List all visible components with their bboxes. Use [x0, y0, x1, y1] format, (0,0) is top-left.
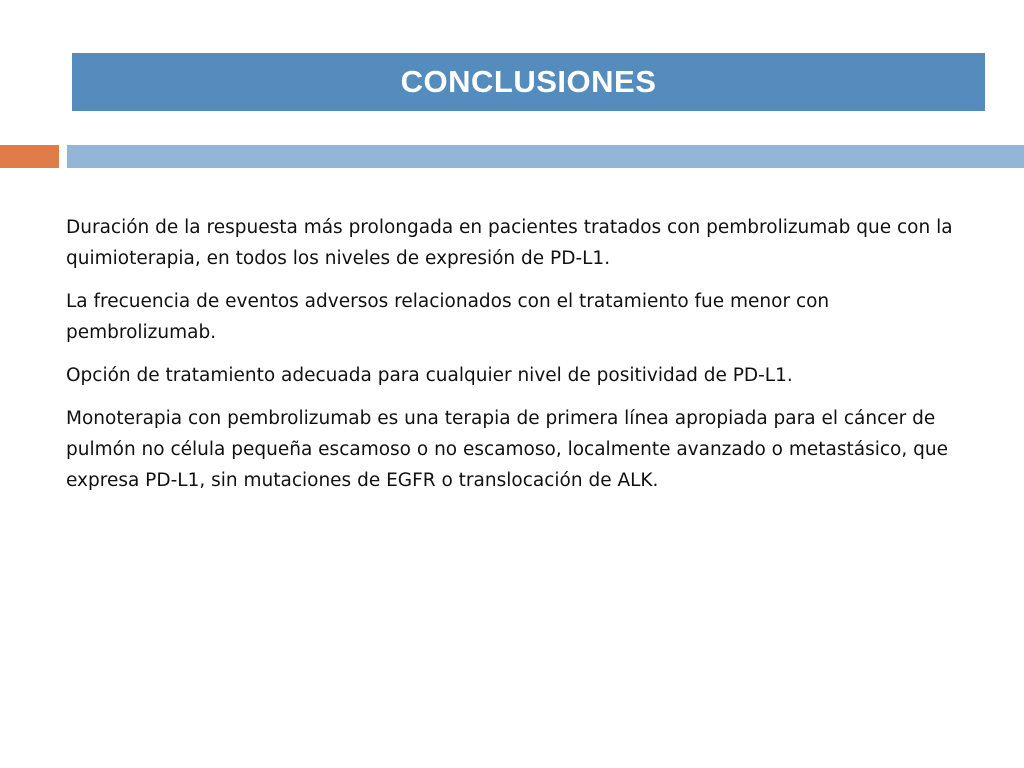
title-banner [72, 53, 985, 111]
paragraph-monotherapy: Monoterapia con pembrolizumab es una terapia de primera línea apropiada para el cáncer de pulmón no célula pequeña escamoso o no escamoso, localmente avanzado o metastásico, que expresa PD-L1, sin mutaciones de EGFR o translocación de ALK. [66, 408, 948, 491]
paragraph-response-duration: Duración de la respuesta más prolongada en pacientes tratados con pembrolizumab que con la quimioterapia, en todos los niveles de expresión de PD-L1. [66, 217, 953, 269]
accent-bar-orange [0, 145, 59, 168]
slide-title: CONCLUSIONES [400, 64, 657, 99]
paragraph-treatment-option: Opción de tratamiento adecuada para cualquier nivel de positividad de PD-L1. [66, 365, 793, 386]
paragraph-adverse-events: La frecuencia de eventos adversos relacionados con el tratamiento fue menor con pembrolizumab. [66, 291, 830, 343]
slide-body [66, 212, 966, 508]
accent-bar-blue [67, 145, 1024, 168]
